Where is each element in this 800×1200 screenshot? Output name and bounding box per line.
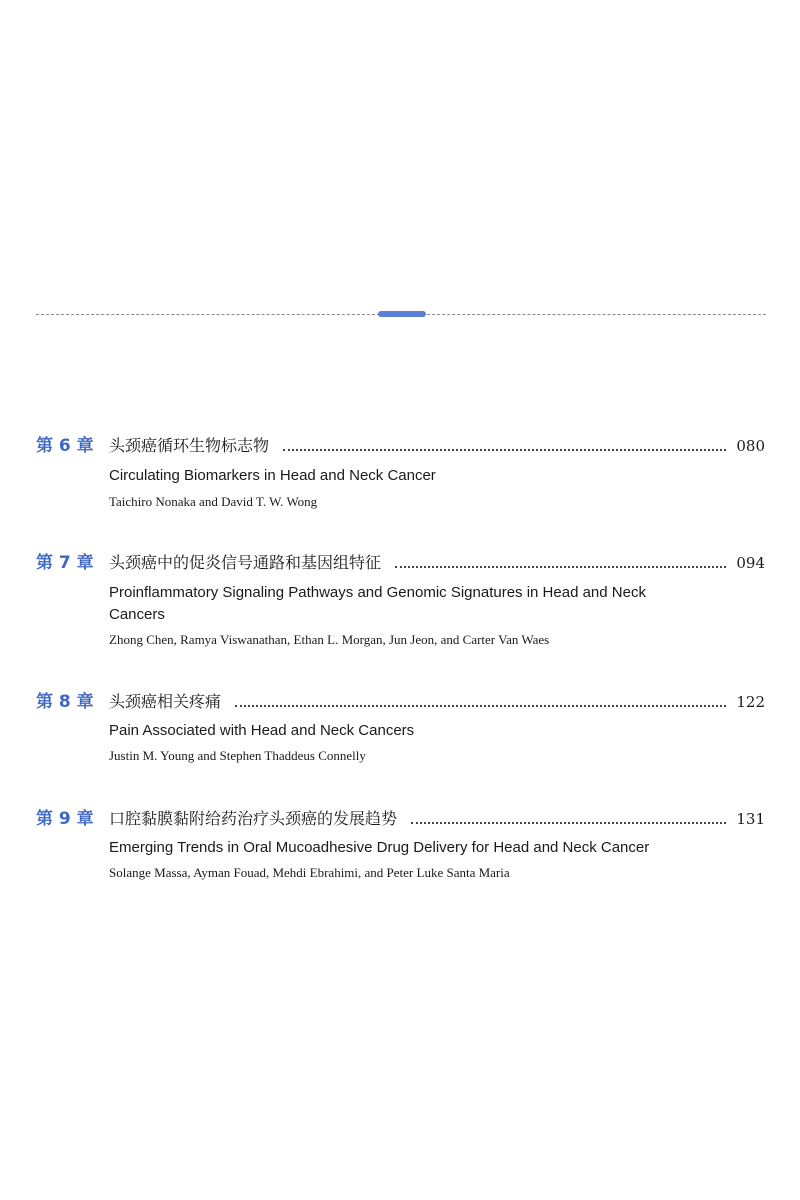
chapter-authors: Justin M. Young and Stephen Thaddeus Connelly: [109, 748, 366, 763]
dot-leader: [235, 705, 726, 707]
chapter-title-english: Circulating Biomarkers in Head and Neck Cancer: [109, 467, 436, 484]
chapter-title-chinese: 头颈癌中的促炎信号通路和基因组特征: [109, 553, 382, 572]
chapter-label: 第 9 章: [36, 809, 94, 829]
chapter-label: 第 8 章: [36, 692, 94, 712]
chapter-title-english: Pain Associated with Head and Neck Cancers: [109, 722, 415, 739]
page-number: 122: [736, 693, 765, 711]
chapter-authors: Solange Massa, Ayman Fouad, Mehdi Ebrahimi, and Peter Luke Santa Maria: [109, 865, 510, 880]
chapter-label: 第 6 章: [36, 436, 94, 456]
dot-leader: [411, 822, 726, 824]
page-number: 080: [736, 437, 765, 455]
dot-leader: [283, 449, 726, 451]
chapter-title-chinese: 头颈癌循环生物标志物: [109, 436, 270, 455]
chapter-title-english: Emerging Trends in Oral Mucoadhesive Drug Delivery for Head and Neck Cancer: [109, 839, 650, 856]
chapter-label: 第 7 章: [36, 553, 94, 573]
toc-leader-row: [109, 807, 765, 831]
dot-leader: [395, 566, 726, 568]
toc-leader-row: [109, 434, 765, 458]
divider-accent-bar: [378, 311, 426, 317]
chapter-authors: Taichiro Nonaka and David T. W. Wong: [109, 494, 318, 509]
chapter-title-chinese: 口腔黏膜黏附给药治疗头颈癌的发展趋势: [109, 809, 398, 828]
page-number: 094: [736, 554, 765, 572]
page-number: 131: [736, 810, 765, 828]
toc-leader-row: [109, 551, 765, 575]
chapter-title-chinese: 头颈癌相关疼痛: [109, 692, 222, 711]
toc-leader-row: [109, 690, 765, 714]
chapter-authors: Zhong Chen, Ramya Viswanathan, Ethan L. Morgan, Jun Jeon, and Carter Van Waes: [109, 632, 550, 647]
chapter-title-english: Proinflammatory Signaling Pathways and Genomic Signatures in Head and Neck Cancers: [109, 584, 646, 623]
